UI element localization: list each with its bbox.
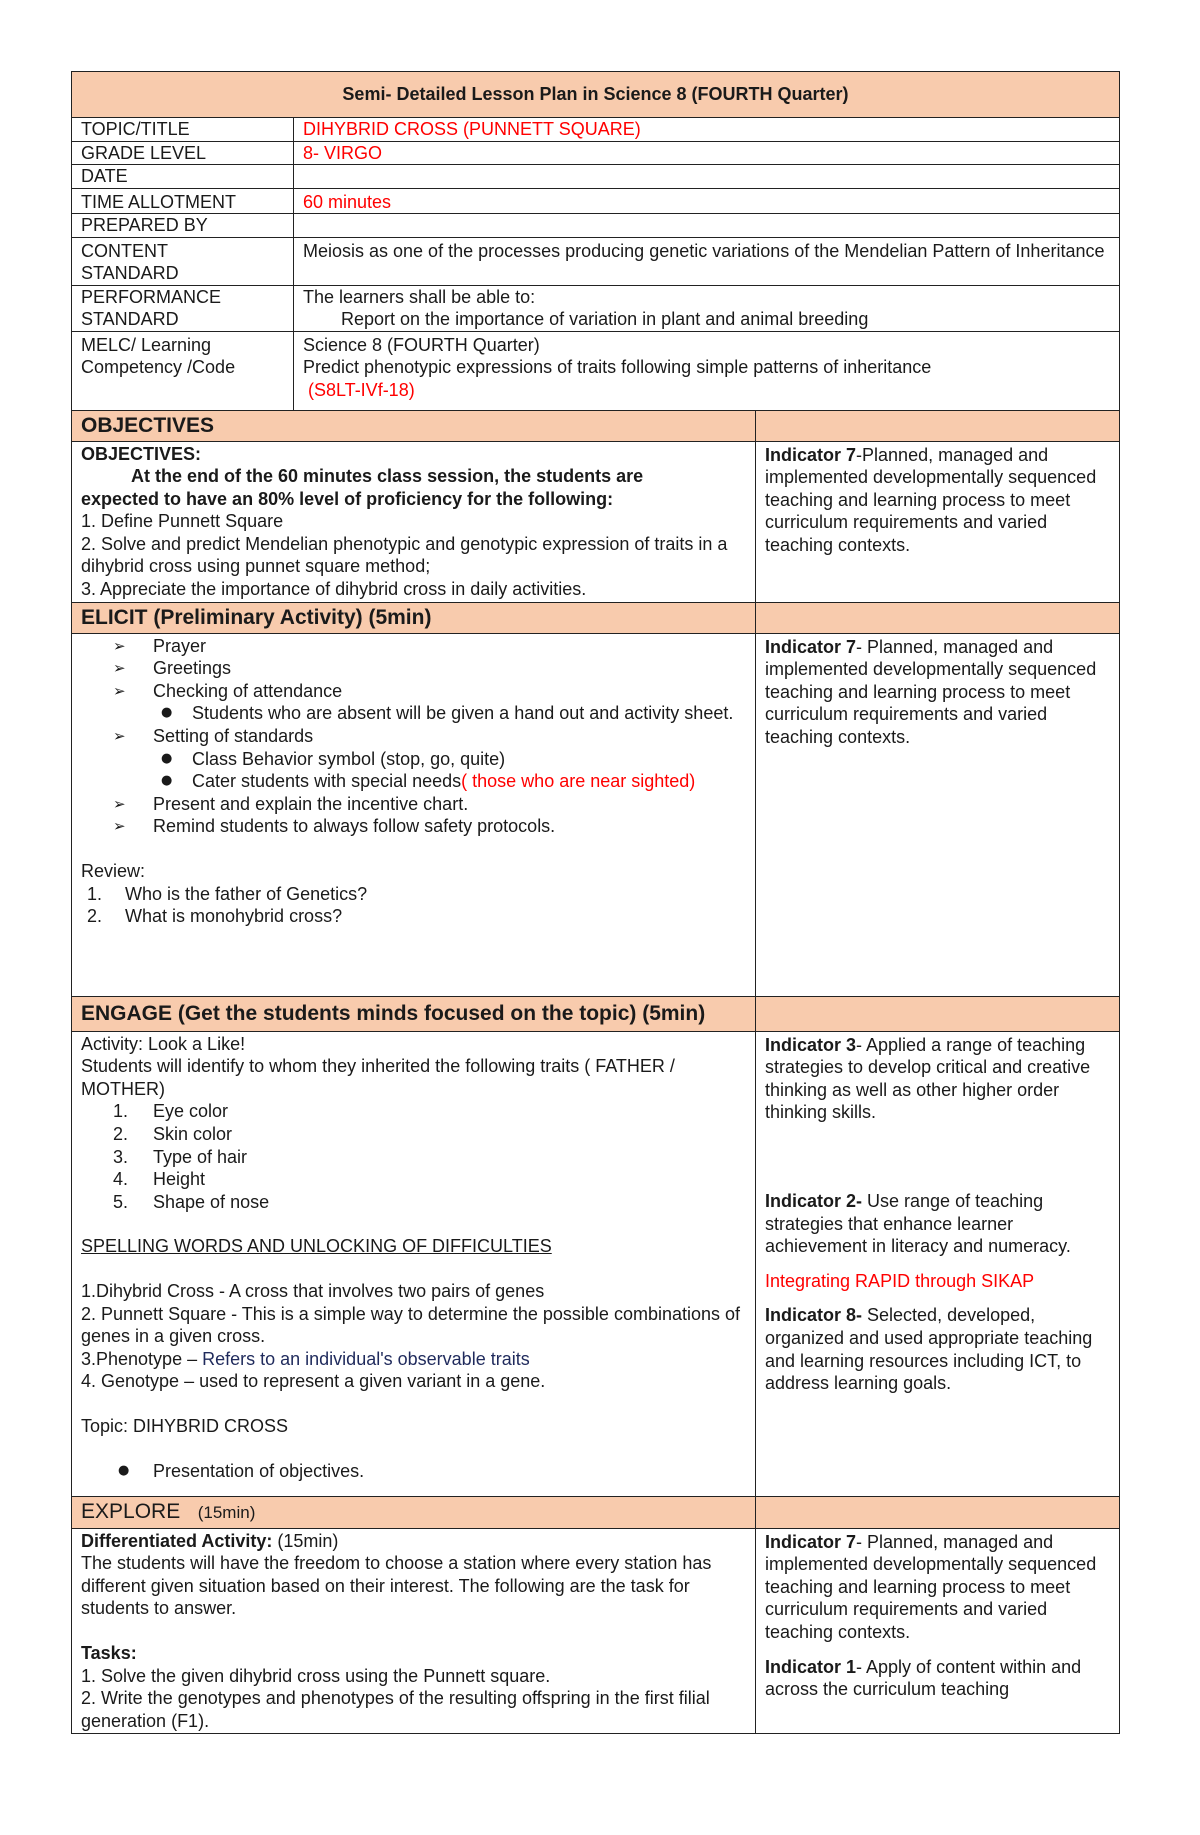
info-label: TIME ALLOTMENT [72,188,294,214]
explore-row [72,1528,1120,1734]
definition: 2. Punnett Square - This is a simple way to determine the possible combinations of genes in a given cross. [81,1303,741,1347]
objectives-content [72,441,756,602]
topic-line: Topic: DIHYBRID CROSS [81,1415,289,1436]
melc-label [72,331,294,410]
activity-instruction: Students will identify to whom they inherited the following traits ( FATHER / MOTHER) [81,1056,675,1099]
list-item: ➢ Greetings [113,657,746,680]
activity-title [81,1530,746,1553]
info-row-prepared [72,214,1120,238]
competency-code: (S8LT-IVf-18) [308,379,415,400]
list-item-text: Cater students with special needs [192,771,462,792]
text-line: Predict phenotypic expressions of traits following simple patterns of inheritance [303,357,932,377]
spacer [765,1644,1110,1656]
sub-list [81,748,746,793]
list-item-text: Shape of nose [153,1191,270,1212]
definition: 4. Genotype – used to represent a given variant in a gene. [81,1371,546,1392]
list-item [81,905,746,928]
objectives-header-row [72,410,1120,441]
list-number: 2. [87,906,103,927]
info-value [294,165,1120,189]
objectives-row [72,441,1120,602]
spacer [765,1124,1110,1190]
list-number: 2. [113,1124,129,1145]
elicit-row [72,633,1120,996]
content-standard-label [72,237,294,285]
indicator-description: - Apply of content within and across the curriculum teaching [765,1656,1082,1700]
indicator-label: Indicator 7 [765,1531,857,1552]
indicator-description: - Applied a range of teaching strategies to develop critical and creative thinking as well as other higher order thinking skills. [765,1034,1091,1123]
info-value [294,214,1120,238]
engage-header-row [72,996,1120,1031]
header-empty-cell [756,1496,1120,1528]
objective-item: 2. Solve and predict Mendelian phenotypic and genotypic expression of traits in a dihybrid cross using punnet square method; [81,533,728,577]
info-label: GRADE LEVEL [72,141,294,165]
indicator-label: Indicator 7 [765,444,857,465]
list-item [113,1100,746,1123]
objective-item: 1. Define Punnett Square [81,511,284,532]
indicator-cell [756,1528,1120,1734]
performance-standard-label [72,285,294,331]
activity-list [81,635,746,703]
presentation-list [81,1460,746,1483]
indicator-text [765,1530,1110,1644]
explore-header-row [72,1496,1120,1528]
indicator-label: Indicator 1 [765,1656,857,1677]
text-line: Science 8 (FOURTH Quarter) [303,334,540,355]
list-number: 3. [113,1146,129,1167]
list-item [113,1168,746,1191]
list-item: ● Class Behavior symbol (stop, go, quite) [156,748,746,771]
subheading: OBJECTIVES: [81,443,202,464]
indicator-label: Indicator 8- [765,1305,863,1326]
indicator-text [765,635,1110,749]
list-item [113,1123,746,1146]
header-empty-cell [756,996,1120,1031]
info-label: DATE [72,165,294,189]
label-line: MELC/ Learning [81,334,212,355]
melc-value [294,331,1120,410]
info-value: DIHYBRID CROSS (PUNNETT SQUARE) [294,118,1120,142]
indicator-cell [756,441,1120,602]
info-label: TOPIC/TITLE [72,118,294,142]
definition: 1.Dihybrid Cross - A cross that involves two pairs of genes [81,1281,545,1301]
review-label: Review: [81,861,146,881]
label-line: PERFORMANCE [81,286,222,307]
indicator-label: Indicator 2- [765,1191,863,1212]
label-line: CONTENT [81,240,168,261]
list-item-text: Type of hair [153,1146,248,1167]
list-number: 1. [87,883,103,904]
list-number: 5. [113,1191,129,1212]
indicator-description: Selected, developed, organized and used appropriate teaching and learning resources including ICT, to address learning goals. [765,1305,1093,1394]
info-row-date [72,165,1120,189]
list-item-text: What is monohybrid cross? [125,906,343,927]
indicator-cell [756,1031,1120,1496]
indicator-label: Indicator 7 [765,636,857,657]
section-time: (15min) [197,1502,256,1522]
list-item: ➢ Remind students to always follow safety protocols. [113,815,746,838]
info-row-grade [72,141,1120,165]
list-item-text: Height [153,1169,206,1190]
info-row-topic [72,118,1120,142]
text-line: The learners shall be able to: [303,286,536,307]
spelling-heading: SPELLING WORDS AND UNLOCKING OF DIFFICULTIES [81,1236,552,1257]
activity-label: Differentiated Activity: [81,1530,273,1551]
task-item: 1. Solve the given dihybrid cross using the Punnett square. [81,1665,551,1686]
indicator-description: Use range of teaching strategies that enhance learner achievement in literacy and numeracy. [765,1191,1071,1257]
review-list [81,883,746,928]
info-value: 8- VIRGO [294,141,1120,165]
activity-list [81,793,746,838]
indicator-text [765,1656,1110,1701]
section-heading: ENGAGE (Get the students minds focused on the topic) (5min) [72,996,756,1031]
traits-list [81,1100,746,1213]
performance-standard-value [294,285,1120,331]
activity-list [81,725,746,748]
spacer [81,838,746,860]
definition-term: 3.Phenotype – [81,1348,203,1369]
engage-row [72,1031,1120,1496]
content-standard-row [72,237,1120,285]
objective-item: 3. Appreciate the importance of dihybrid cross in daily activities. [81,579,587,600]
indicator-text [765,443,1110,557]
list-item-text: Who is the father of Genetics? [125,883,368,904]
activity-description: The students will have the freedom to choose a station where every station has different given situation based on their interest. The following are the task for students to answer. [81,1553,712,1619]
sub-list [81,702,746,725]
label-line: STANDARD [81,309,179,329]
melc-row [72,331,1120,410]
performance-standard-row [72,285,1120,331]
section-heading: ELICIT (Preliminary Activity) (5min) [72,602,756,633]
list-item-text: Skin color [153,1124,233,1145]
spacer [765,1292,1110,1304]
list-item-text: Eye color [153,1101,229,1122]
lesson-plan-table [71,71,1120,1734]
info-label: PREPARED BY [72,214,294,238]
label-line: Competency /Code [81,357,236,377]
section-heading: OBJECTIVES [72,410,756,441]
definition [81,1348,746,1371]
definition-text: Refers to an individual's observable traits [202,1348,530,1369]
elicit-header-row [72,602,1120,633]
indicator-description: - Planned, managed and implemented developmentally sequenced teaching and learning process to meet curriculum requirements and varied teaching contexts. [765,1531,1097,1643]
indicator-text [765,1304,1110,1394]
activity-time: (15min) [272,1530,339,1551]
elicit-content [72,633,756,996]
list-item: ● Students who are absent will be given a hand out and activity sheet. [156,702,746,725]
tasks-label: Tasks: [81,1643,137,1664]
header-empty-cell [756,602,1120,633]
info-row-time [72,188,1120,214]
info-value: 60 minutes [294,188,1120,214]
task-item: 2. Write the genotypes and phenotypes of the resulting offspring in the first filial generation (F1). [81,1688,710,1731]
title-row [72,72,1120,118]
list-item [113,1191,746,1214]
spacer [81,1393,746,1415]
indicator-text [765,1033,1110,1124]
rapid-note: Integrating RAPID through SIKAP [765,1270,1035,1291]
spacer [81,1258,746,1280]
lesson-plan-document [71,71,1119,1734]
list-item [113,1146,746,1169]
indicator-description: -Planned, managed and implemented developmentally sequenced teaching and learning process to meet curriculum requirements and varied teaching contexts. [765,444,1097,555]
document-title: Semi- Detailed Lesson Plan in Science 8 (FOURTH Quarter) [72,72,1120,118]
list-item: ➢ Present and explain the incentive chart. [113,793,746,816]
indicator-cell [756,633,1120,996]
list-item: ➢ Setting of standards [113,725,746,748]
text-line: expected to have an 80% level of proficiency for the following: [81,488,614,509]
explore-content [72,1528,756,1734]
content-standard-value: Meiosis as one of the processes producing genetic variations of the Mendelian Pattern of Inheritance [294,237,1120,285]
header-empty-cell [756,410,1120,441]
text-line: Report on the importance of variation in plant and animal breeding [341,309,869,329]
activity-title: Activity: Look a Like! [81,1033,246,1054]
list-item [81,883,746,906]
list-item: ➢ Prayer [113,635,746,658]
spacer [81,1620,746,1642]
list-number: 1. [113,1101,129,1122]
indicator-label: Indicator 3 [765,1034,857,1055]
label-line: STANDARD [81,263,179,283]
list-number: 4. [113,1169,129,1190]
indicator-description: - Planned, managed and implemented developmentally sequenced teaching and learning process to meet curriculum requirements and varied teaching contexts. [765,636,1097,748]
indicator-text [765,1190,1110,1258]
section-heading [72,1496,756,1528]
list-item: ● Presentation of objectives. [113,1460,746,1483]
text-line: At the end of the 60 minutes class session, the students are [131,466,644,487]
list-item [156,770,746,793]
spacer [81,1213,746,1235]
spacer [81,1438,746,1460]
list-item: ➢ Checking of attendance [113,680,746,703]
section-title: EXPLORE [81,1499,181,1523]
engage-content [72,1031,756,1496]
spacer [765,1258,1110,1270]
list-item-note: ( those who are near sighted) [461,771,696,792]
